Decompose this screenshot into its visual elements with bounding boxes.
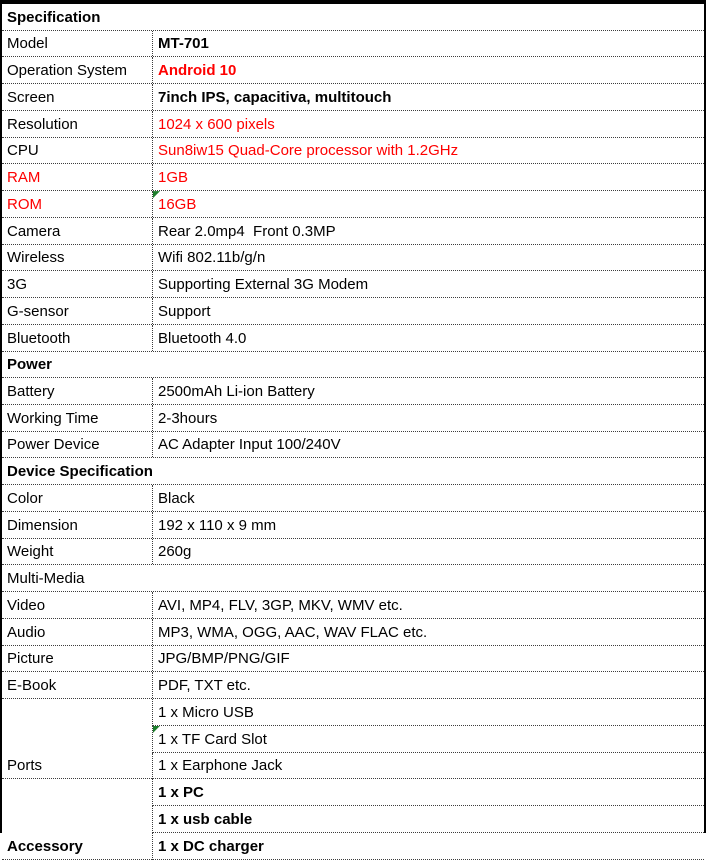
group-value-cell	[152, 806, 704, 833]
group-value: 1 x TF Card Slot	[158, 730, 267, 748]
row-value-cell	[152, 405, 704, 431]
section-header: Multi-Media	[7, 570, 85, 588]
row-label: ROM	[7, 195, 42, 213]
section-row-power	[2, 352, 704, 379]
table-row-dimension	[2, 512, 704, 539]
row-value: PDF, TXT etc.	[158, 677, 251, 695]
row-value: 2500mAh Li-ion Battery	[158, 383, 315, 401]
row-label: G-sensor	[7, 302, 69, 320]
table-row-cpu	[2, 138, 704, 165]
group-value-stack	[152, 779, 704, 859]
row-value: Rear 2.0mp4 Front 0.3MP	[158, 222, 336, 240]
row-label: CPU	[7, 142, 39, 160]
row-label: Audio	[7, 623, 46, 641]
table-row-picture	[2, 646, 704, 673]
row-value: 2-3hours	[158, 409, 218, 427]
row-label: Operation System	[7, 62, 128, 80]
row-label: Battery	[7, 383, 55, 401]
table-row-model	[2, 31, 704, 58]
row-value-cell	[152, 271, 704, 297]
section-header: Device Specification	[7, 463, 153, 481]
group-value-stack	[152, 699, 704, 779]
section-header: Specification	[7, 8, 101, 26]
row-value-cell	[152, 646, 704, 672]
row-value: MP3, WMA, OGG, AAC, WAV FLAC etc.	[158, 623, 428, 641]
group-value-cell	[152, 726, 704, 753]
table-row-resolution	[2, 111, 704, 138]
row-value-cell	[152, 512, 704, 538]
section-row-multi-media	[2, 565, 704, 592]
group-value-cell	[152, 753, 704, 780]
row-value: Android 10	[158, 62, 237, 80]
row-value-cell	[152, 378, 704, 404]
row-value-cell	[152, 164, 704, 190]
row-value-cell	[152, 57, 704, 83]
row-value: AC Adapter Input 100/240V	[158, 436, 341, 454]
table-row-video	[2, 592, 704, 619]
row-value: Black	[158, 489, 195, 507]
table-row-power-device	[2, 432, 704, 459]
table-row-battery	[2, 378, 704, 405]
table-row-g-sensor	[2, 298, 704, 325]
section-row-device-specification	[2, 458, 704, 485]
row-value-cell	[152, 432, 704, 458]
row-label: E-Book	[7, 677, 57, 695]
row-label: 3G	[7, 276, 28, 294]
row-label: Dimension	[7, 516, 78, 534]
row-label: Picture	[7, 650, 54, 668]
row-value-cell	[152, 539, 704, 565]
table-row-e-book	[2, 672, 704, 699]
merged-group-ports	[2, 699, 704, 779]
row-value-cell	[152, 485, 704, 511]
table-row-color	[2, 485, 704, 512]
row-value-cell	[152, 191, 704, 217]
table-row-weight	[2, 539, 704, 566]
row-value: Support	[158, 302, 211, 320]
table-row-rom	[2, 191, 704, 218]
row-label: Resolution	[7, 115, 78, 133]
row-value-cell	[152, 325, 704, 351]
row-label: RAM	[7, 169, 41, 187]
row-value: Wifi 802.11b/g/n	[158, 249, 266, 267]
row-value-cell	[152, 672, 704, 698]
row-value-cell	[152, 592, 704, 618]
table-row-wireless	[2, 245, 704, 272]
row-value: Bluetooth 4.0	[158, 329, 247, 347]
row-label: Bluetooth	[7, 329, 71, 347]
group-value-cell	[152, 699, 704, 726]
row-label: Weight	[7, 543, 54, 561]
row-value: 260g	[158, 543, 192, 561]
row-label: Color	[7, 489, 43, 507]
row-value-cell	[152, 31, 704, 57]
row-value: 7inch IPS, capacitiva, multitouch	[158, 88, 392, 106]
row-label: Screen	[7, 88, 55, 106]
row-value-cell	[152, 298, 704, 324]
section-header: Power	[7, 356, 53, 374]
table-row-3g	[2, 271, 704, 298]
table-row-camera	[2, 218, 704, 245]
row-value: 1GB	[158, 169, 189, 187]
group-label: Ports	[2, 699, 152, 779]
row-value: 192 x 110 x 9 mm	[158, 516, 277, 534]
row-label: Model	[7, 35, 48, 53]
row-value: 16GB	[158, 195, 197, 213]
row-label: Camera	[7, 222, 61, 240]
row-value-cell	[152, 218, 704, 244]
row-value: MT-701	[158, 35, 209, 53]
table-row-operation-system	[2, 57, 704, 84]
table-row-bluetooth	[2, 325, 704, 352]
group-value-cell	[152, 833, 704, 860]
group-value: 1 x usb cable	[158, 810, 253, 828]
row-value: JPG/BMP/PNG/GIF	[158, 650, 290, 668]
row-value-cell	[152, 245, 704, 271]
row-label: Video	[7, 596, 46, 614]
group-value: 1 x PC	[158, 784, 204, 802]
row-value-cell	[152, 111, 704, 137]
group-label: Accessory	[2, 779, 152, 859]
row-value-cell	[152, 84, 704, 110]
row-label: Working Time	[7, 409, 99, 427]
group-value-cell	[152, 779, 704, 806]
table-row-ram	[2, 164, 704, 191]
table-row-working-time	[2, 405, 704, 432]
row-value-cell	[152, 619, 704, 645]
table-row-audio	[2, 619, 704, 646]
row-value: 1024 x 600 pixels	[158, 115, 275, 133]
section-row-specification	[2, 4, 704, 31]
group-value: 1 x Micro USB	[158, 703, 254, 721]
row-value: Supporting External 3G Modem	[158, 276, 369, 294]
row-label: Wireless	[7, 249, 65, 267]
row-value-cell	[152, 138, 704, 164]
row-label: Power Device	[7, 436, 100, 454]
merged-group-accessory	[2, 779, 704, 859]
group-value: 1 x DC charger	[158, 837, 264, 855]
row-value: Sun8iw15 Quad-Core processor with 1.2GHz	[158, 142, 459, 160]
row-value: AVI, MP4, FLV, 3GP, MKV, WMV etc.	[158, 596, 403, 614]
group-value: 1 x Earphone Jack	[158, 757, 283, 775]
table-row-screen	[2, 84, 704, 111]
